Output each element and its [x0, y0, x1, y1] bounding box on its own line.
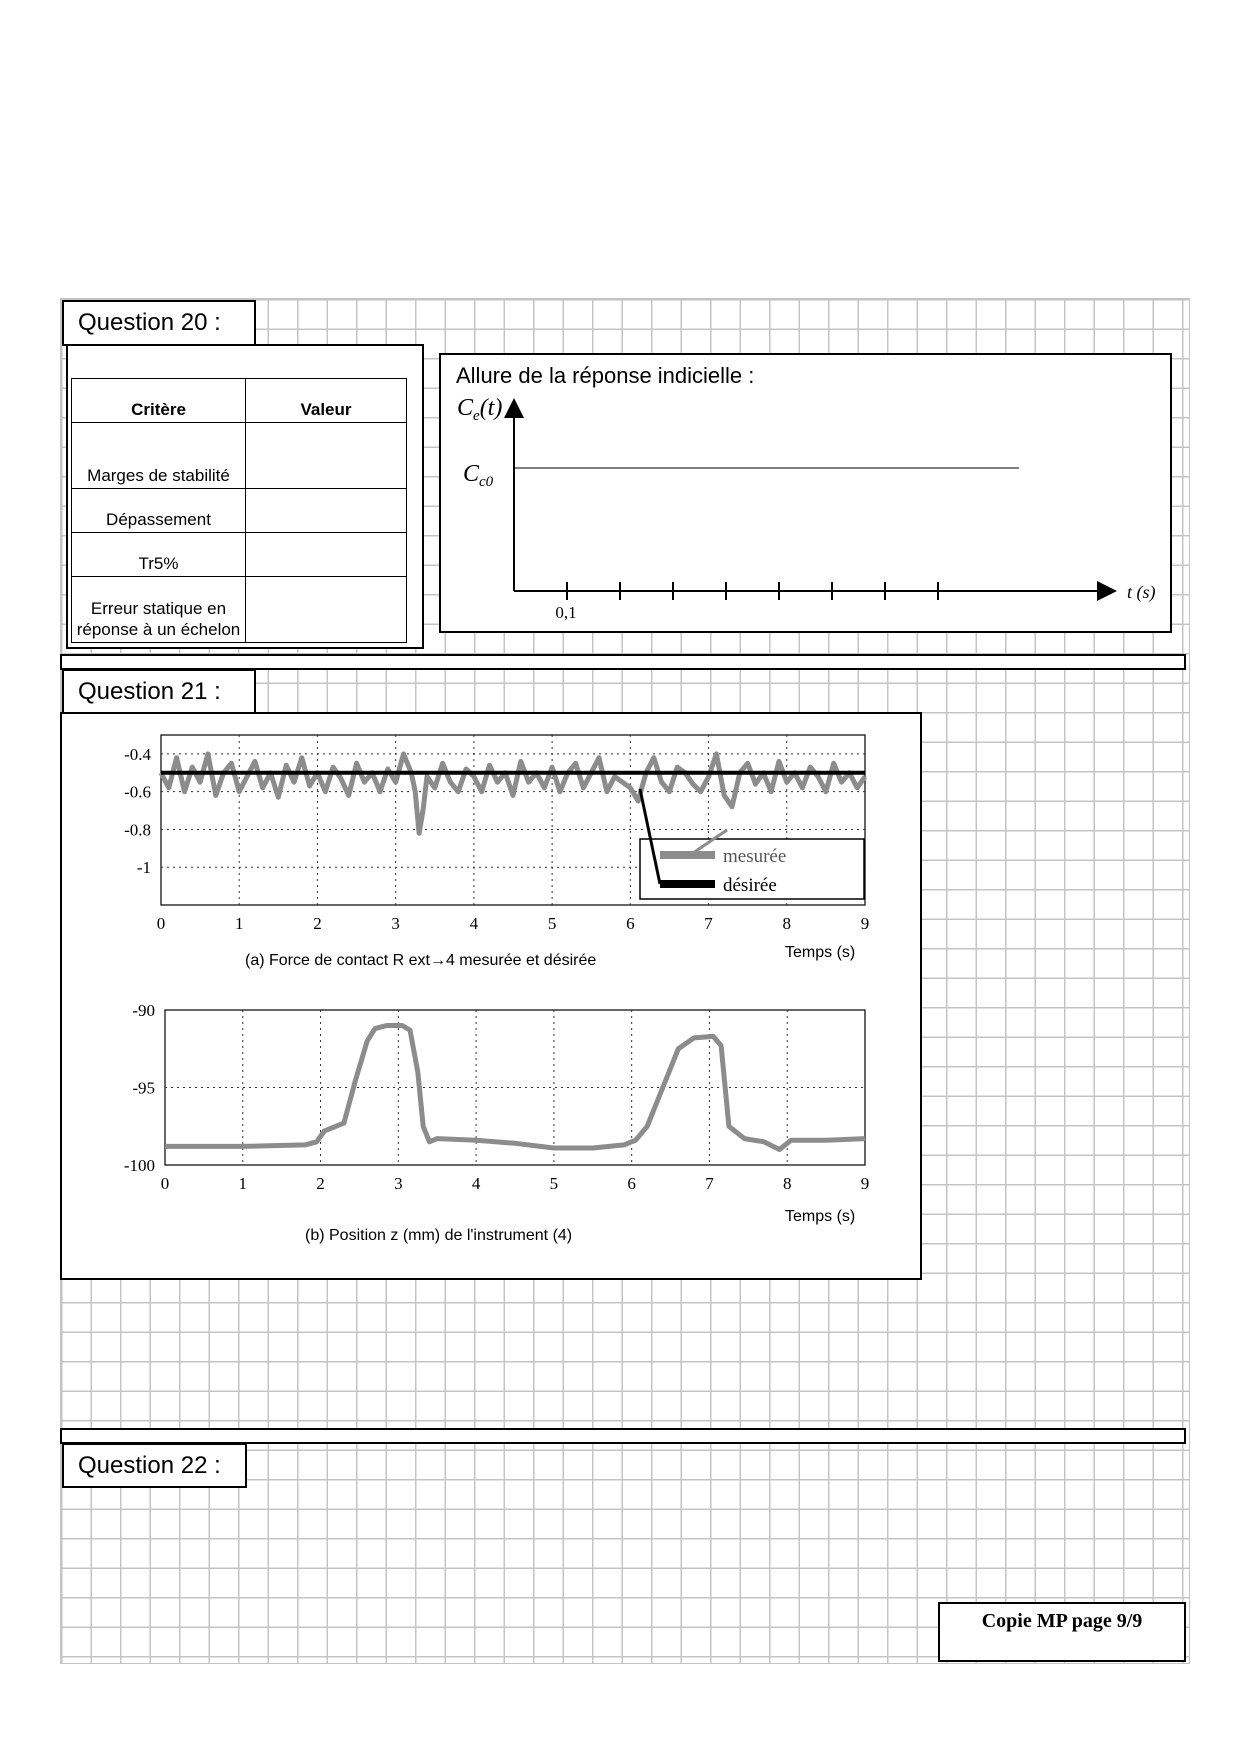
question-22-label: Question 22 : — [62, 1443, 247, 1488]
legend-label-desiree: désirée — [723, 875, 777, 896]
value-cell-marges[interactable] — [246, 423, 407, 489]
y-tick-label: -95 — [132, 1078, 155, 1098]
chart-b-xlabel: Temps (s) — [785, 1208, 856, 1225]
x-tick-label: 6 — [626, 914, 635, 933]
y-tick-label: -90 — [132, 1001, 155, 1020]
chart-b-caption: (b) Position z (mm) de l'instrument (4) — [305, 1227, 573, 1244]
x-tick-label: 3 — [394, 1174, 403, 1193]
x-tick-label: 4 — [471, 1174, 481, 1193]
x-tick-label: 5 — [549, 1174, 559, 1193]
x-tick-label: 8 — [782, 1174, 792, 1193]
x-tick-label: 0 — [156, 914, 166, 933]
x-tick-label: 6 — [627, 1174, 636, 1193]
row-tr5: Tr5% — [72, 533, 246, 577]
value-cell-erreur[interactable] — [246, 577, 407, 643]
chart-a-xlabel: Temps (s) — [785, 944, 856, 961]
x-tick-label: 4 — [469, 914, 479, 933]
first-tick-label: 0,1 — [555, 603, 577, 622]
y-tick-label: -100 — [123, 1156, 155, 1175]
question-20-label: Question 20 : — [62, 300, 256, 346]
header-valeur: Valeur — [246, 379, 407, 423]
y-axis-label: $C_e(t)$ — [457, 395, 503, 424]
y-tick-label: -0.8 — [124, 820, 151, 840]
legend-label-mesuree: mesurée — [723, 846, 787, 867]
chart-b — [105, 995, 875, 1250]
question-21-label: Question 21 : — [62, 669, 256, 715]
y-tick-label: -0.4 — [124, 744, 151, 764]
row-erreur-statique: Erreur statique en réponse à un échelon — [72, 577, 246, 643]
x-tick-label: 7 — [704, 914, 713, 933]
x-tick-label: 3 — [391, 914, 400, 933]
chart-a-caption: (a) Force de contact R ext→4 mesurée et désirée — [245, 952, 597, 969]
y-tick-label: -0.6 — [124, 782, 151, 802]
response-axes — [439, 353, 1172, 633]
value-cell-depassement[interactable] — [246, 489, 407, 533]
x-tick-label: 9 — [860, 914, 870, 933]
header-critere: Critère — [72, 379, 246, 423]
x-tick-label: 1 — [234, 914, 244, 933]
chart-a — [105, 725, 875, 975]
response-title: Allure de la réponse indicielle : — [456, 363, 755, 388]
cc0-label: $C_{c0}$ — [463, 461, 494, 490]
y-tick-label: -1 — [136, 858, 151, 878]
value-cell-tr5[interactable] — [246, 533, 407, 577]
criteria-table — [71, 378, 407, 643]
x-tick-label: 7 — [705, 1174, 714, 1193]
page-footer: Copie MP page 9/9 — [938, 1602, 1186, 1662]
separator-bar-2 — [60, 1428, 1186, 1444]
x-tick-label: 2 — [313, 914, 322, 933]
x-tick-label: 2 — [316, 1174, 325, 1193]
separator-bar-1 — [60, 654, 1186, 670]
x-tick-label: 8 — [782, 914, 792, 933]
x-tick-label: 5 — [547, 914, 557, 933]
t-axis-label: t (s) — [1127, 582, 1156, 602]
row-marges: Marges de stabilité — [72, 423, 246, 489]
row-depassement: Dépassement — [72, 489, 246, 533]
x-tick-label: 0 — [160, 1174, 170, 1193]
x-tick-label: 9 — [860, 1174, 870, 1193]
x-tick-label: 1 — [238, 1174, 248, 1193]
